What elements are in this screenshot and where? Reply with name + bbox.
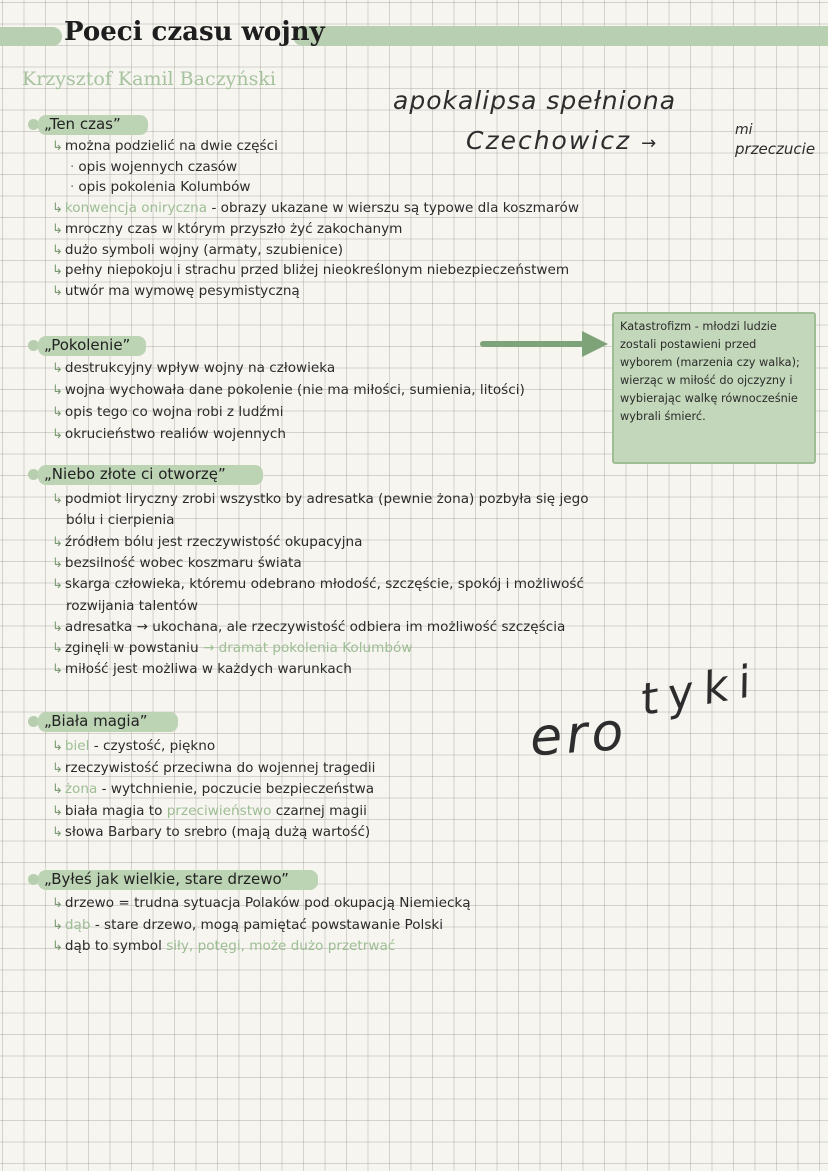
green-term: dąb: [64, 916, 91, 933]
line-arrow-icon: ↳: [52, 263, 63, 279]
green-term: → dramat pokolenia Kolumbów: [202, 640, 413, 657]
page-title: Poeci czasu wojny: [64, 17, 325, 47]
author-heading: Krzysztof Kamil Baczyński: [22, 68, 276, 90]
line-text: opis tego co wojna robi z ludźmi: [64, 404, 284, 420]
line-text: opis pokolenia Kolumbów: [78, 179, 251, 196]
green-term: siły, potęgi, może dużo przetrwać: [166, 938, 396, 955]
line-arrow-icon: ↳: [52, 803, 63, 819]
note-line: [52, 822, 370, 843]
line-arrow-icon: ↳: [52, 619, 63, 635]
line-text: - obrazy ukazane w wierszu są typowe dla koszmarów: [207, 200, 579, 217]
note-line: [52, 638, 412, 659]
note-line: [52, 402, 284, 423]
title-highlight-right: [293, 26, 828, 46]
line-arrow-icon: ↳: [52, 221, 63, 237]
line-arrow-icon: ↳: [52, 283, 63, 299]
line-arrow-icon: ↳: [52, 641, 63, 657]
note-line: [52, 801, 367, 822]
note-line: [66, 596, 198, 616]
note-line: [52, 915, 443, 936]
line-text: pełny niepokoju i strachu przed bliżej nieokreślonym niebezpieczeństwem: [64, 262, 570, 279]
annotation-czechowicz: Czechowicz →: [466, 126, 659, 155]
line-text: - stare drzewo, mogą pamiętać powstawanie Polski: [90, 916, 444, 933]
section-title: „Byłeś jak wielkie, stare drzewo”: [44, 870, 289, 888]
annotation-przeczucie: przeczucie: [735, 140, 816, 158]
line-arrow-icon: ↳: [52, 534, 63, 550]
line-text: destrukcyjny wpływ wojny na człowieka: [64, 360, 336, 376]
note-line: [70, 177, 251, 197]
note-line: [52, 358, 335, 379]
line-text: skarga człowieka, któremu odebrano młodość, szczęście, spokój i możliwość: [64, 576, 584, 593]
line-arrow-icon: ↳: [52, 896, 63, 911]
line-text: opis wojennych czasów: [78, 158, 238, 175]
section-title: „Ten czas”: [44, 115, 121, 133]
green-term: przeciwieństwo: [166, 802, 272, 819]
note-line: [52, 659, 352, 680]
line-text: można podzielić na dwie części: [64, 138, 278, 154]
katastrofizm-callout: [612, 312, 816, 464]
note-line: [52, 136, 278, 157]
line-text: utwór ma wymowę pesymistyczną: [64, 282, 300, 299]
section-title: „Pokolenie”: [44, 336, 131, 354]
note-line: [52, 198, 579, 219]
note-line: [52, 532, 362, 553]
note-line: [52, 736, 215, 757]
line-arrow-icon: ↳: [52, 427, 63, 442]
line-arrow-icon: ↳: [52, 825, 63, 841]
note-line: [52, 936, 395, 957]
line-arrow-icon: ↳: [52, 662, 63, 678]
line-arrow-icon: ↳: [52, 201, 63, 217]
note-line: [52, 779, 374, 800]
green-term: biel: [64, 738, 90, 754]
line-arrow-icon: ↳: [52, 782, 63, 798]
line-text: miłość jest możliwa w każdych warunkach: [64, 661, 352, 678]
line-text: rzeczywistość przeciwna do wojennej tragedii: [64, 759, 376, 776]
annotation-apokalipsa: apokalipsa spełniona: [393, 86, 677, 115]
section-title: „Niebo złote ci otworzę”: [44, 465, 226, 483]
line-arrow-icon: ↳: [52, 917, 63, 933]
line-text: bólu i cierpienia: [66, 512, 175, 529]
note-line: [52, 424, 286, 445]
callout-arrow-line: [480, 341, 590, 347]
line-arrow-icon: ↳: [52, 739, 63, 754]
line-text: wojna wychowała dane pokolenie (nie ma miłości, sumienia, litości): [64, 382, 525, 398]
line-arrow-icon: ↳: [52, 939, 63, 955]
line-text: zginęli w powstaniu: [64, 640, 203, 657]
line-text: słowa Barbary to srebro (mają dużą wartość): [64, 824, 371, 841]
line-text: bezsilność wobec koszmaru świata: [64, 554, 302, 571]
note-line: [52, 489, 589, 510]
line-arrow-icon: ↳: [52, 492, 63, 507]
note-line: [52, 260, 569, 281]
note-line: [52, 281, 300, 302]
note-line: [70, 157, 237, 177]
line-text: okrucieństwo realiów wojennych: [64, 426, 286, 442]
line-arrow-icon: ↳: [52, 577, 63, 593]
line-text: dużo symboli wojny (armaty, szubienice): [64, 241, 344, 258]
callout-text: Katastrofizm - młodzi ludzie zostali postawieni przed wyborem (marzenia czy walka); wierząc w miłość do ojczyzny i wybierając walkę równocześnie wybrali śmierć.: [620, 320, 800, 423]
line-arrow-icon: ↳: [52, 405, 63, 420]
note-line: [52, 617, 565, 638]
line-text: podmiot liryczny zrobi wszystko by adresatka (pewnie żona) pozbyła się jego: [64, 491, 589, 507]
note-line: [52, 893, 471, 914]
line-text: czarnej magii: [271, 802, 367, 819]
line-text: biała magia to: [64, 802, 167, 819]
line-text: źródłem bólu jest rzeczywistość okupacyjna: [64, 533, 363, 550]
line-text: drzewo = trudna sytuacja Polaków pod okupacją Niemiecką: [64, 895, 471, 911]
note-line: [52, 219, 402, 240]
line-text: rozwijania talentów: [66, 597, 198, 614]
section-title: „Biała magia”: [44, 712, 148, 730]
note-line: [52, 574, 584, 595]
title-highlight-left: [0, 27, 62, 46]
annotation-tyki: tyki: [636, 654, 765, 727]
line-arrow-icon: ↳: [52, 383, 63, 398]
line-arrow-icon: ↳: [52, 555, 63, 571]
line-arrow-icon: ↳: [52, 242, 63, 258]
note-line: [52, 380, 525, 401]
note-line: [52, 758, 375, 779]
line-text: - czystość, piękno: [89, 738, 216, 754]
green-term: konwencja oniryczna: [64, 200, 208, 217]
note-line: [52, 240, 343, 261]
annotation-small-mi: mi: [735, 122, 753, 138]
note-line: [66, 510, 174, 530]
line-text: - wytchnienie, poczucie bezpieczeństwa: [97, 781, 375, 798]
line-arrow-icon: ↳: [52, 139, 63, 154]
line-text: mroczny czas w którym przyszło żyć zakochanym: [64, 220, 403, 237]
line-arrow-icon: ↳: [52, 361, 63, 376]
line-text: dąb to symbol: [64, 938, 167, 955]
callout-arrow-head: [582, 331, 608, 357]
annotation-arrow: →: [641, 133, 659, 154]
annotation-ero: ero: [528, 701, 630, 769]
line-bullet: ·: [70, 158, 75, 175]
green-term: żona: [64, 781, 98, 798]
line-bullet: ·: [70, 179, 75, 196]
line-arrow-icon: ↳: [52, 760, 63, 776]
line-text: adresatka → ukochana, ale rzeczywistość odbiera im możliwość szczęścia: [64, 618, 566, 635]
note-line: [52, 553, 302, 574]
